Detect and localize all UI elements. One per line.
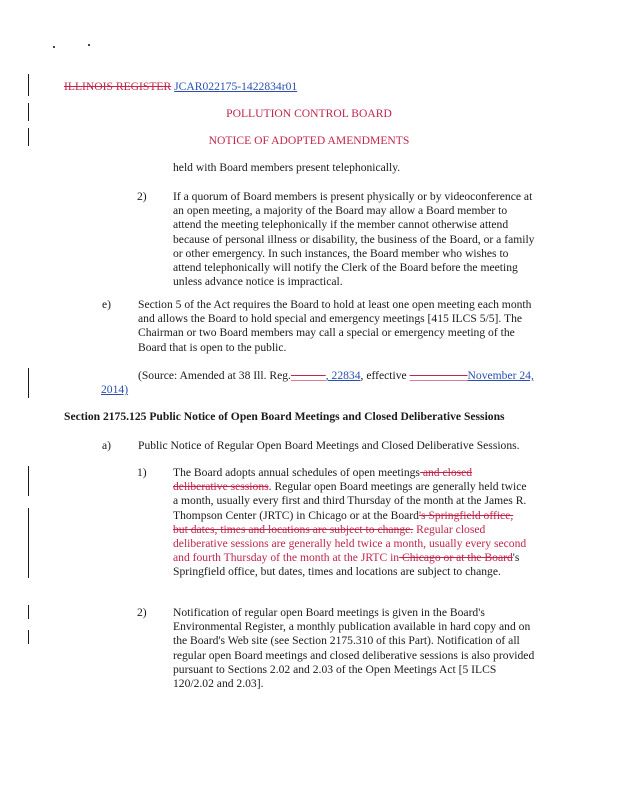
item-e-text: Section 5 of the Act requires the Board to hold at least one open meeting each month and allows the Board to hold special and emergency meetings [415 ILCS 5/5]. The Chairman or two Board members may call a special or emergency meeting of the Board that is open to the public. (138, 298, 532, 354)
deleted-text: and closed deliberative sessions (173, 466, 473, 494)
change-bar (28, 466, 29, 496)
change-bar (28, 508, 29, 578)
change-bar (28, 630, 29, 644)
subsection-1-text: The Board adopts annual schedules of open meetings and closed deliberative sessions. Regular open Board meetings are generally held twice a month, usually every first and third Thursday of the month at the James R. Thompson Center (JRTC) in Chicago or at the Board's Springfield office, but dates, times and locations are subject to change. Regular closed deliberative sessions are generally held twice a month, usually every second and fourth Thursday of the month at the JRTC in Chicago or at the Board's Springfield office, but dates, times and locations are subject to change. (173, 466, 527, 579)
source-prefix: (Source: Amended at 38 Ill. Reg. (138, 369, 291, 382)
section-heading: Section 2175.125 Public Notice of Open Board Meetings and Closed Deliberative Sessions (64, 410, 505, 423)
source-date: November 24, 2014) (101, 369, 534, 397)
scan-speck (88, 44, 90, 46)
change-bar (28, 605, 29, 619)
deleted-register-title: ILLINOIS REGISTER (64, 80, 172, 93)
change-bar (28, 368, 29, 398)
continuation-text: held with Board members present telephonically. (173, 161, 401, 174)
item-number: 1) (137, 466, 147, 479)
notice-title: NOTICE OF ADOPTED AMENDMENTS (208, 134, 410, 147)
subsection-2-text: Notification of regular open Board meetings is given in the Board's Environmental Register, a monthly publication available in hard copy and on the Board's Web site (see Section 2175.310 of this Part). Notification of all regular open Board meetings and closed deliberative sessions is also provided pursuant to Sections 2.02 and 2.03 of the Open Meetings Act [5 ILCS 120/2.02 and 2.03]. (173, 606, 535, 691)
item-2-text: If a quorum of Board members is present physically or by videoconference at an open meeting, a majority of the Board may allow a Board member to attend the meeting telephonically if the member cannot otherwise attend because of personal illness or disability, the business of the Board, or a family or other emergency. In such instances, the Board member who wishes to attend telephonically will notify the Clerk of the Board before the meeting unless advance notice is impractical. (173, 190, 535, 289)
deleted-text: 's Springfield office, but dates, times and locations are subject to change. (173, 508, 514, 536)
source-note (101, 369, 541, 397)
source-volume: , 22834 (325, 369, 361, 382)
register-header (64, 80, 297, 93)
change-bar (28, 74, 29, 96)
source-effective: , effective (360, 369, 407, 382)
item-number: e) (102, 298, 112, 311)
jcar-code: JCAR022175-1422834r01 (174, 80, 298, 93)
closed-sessions-text: Regular closed deliberative sessions are generally held twice a month, usually every second and fourth Thursday of the month at the JRTC in (173, 522, 527, 565)
item-number: a) (102, 439, 112, 452)
source-blank-deleted: ______ (290, 369, 326, 382)
source-date-blank-deleted: __________ (409, 369, 468, 382)
scan-speck (53, 46, 55, 48)
item-number: 2) (137, 190, 147, 203)
item-number: 2) (137, 606, 147, 619)
subsection-a-title: Public Notice of Regular Open Board Meetings and Closed Deliberative Sessions. (138, 439, 520, 452)
deleted-text: Chicago or at the Board (399, 551, 513, 565)
agency-title: POLLUTION CONTROL BOARD (226, 107, 392, 120)
